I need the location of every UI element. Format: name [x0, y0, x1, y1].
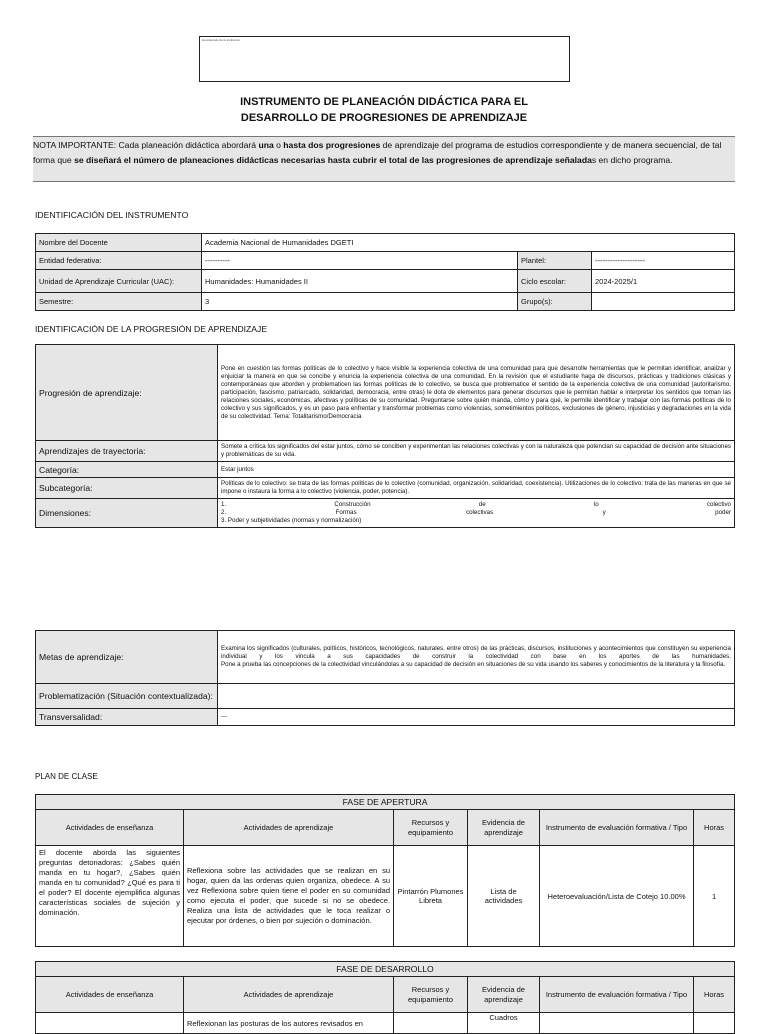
- col-instrumento-2: Instrumento de evaluación formativa / Tipo: [540, 977, 694, 1013]
- title-line-1: INSTRUMENTO DE PLANEACIÓN DIDÁCTICA PARA EL: [240, 96, 528, 108]
- apertura-table: [35, 794, 735, 947]
- note-bold-3: se diseñará el número de planeaciones didácticas necesarias hasta cubrir el total de las progresiones de aprendizaje señalada: [74, 155, 592, 165]
- note-text-1: NOTA IMPORTANTE: Cada planeación didáctica abordará: [33, 140, 259, 150]
- apertura-ensenanza: El docente aborda las siguientes preguntas detonadoras: ¿Sabes quién manda en tu hogar?, ¿Sabes quién manda en tu comunidad? ¿Qué es para ti el poder? El docente ejemplifica algunas características sociales de sujeción y dominación.: [36, 846, 184, 947]
- goals-table: [35, 630, 735, 726]
- col-ensenanza-2: Actividades de enseñanza: [36, 977, 184, 1013]
- apertura-evidencia: Lista de actividades: [468, 846, 540, 947]
- col-aprendizaje: Actividades de aprendizaje: [184, 810, 394, 846]
- col-ensenanza: Actividades de enseñanza: [36, 810, 184, 846]
- desarrollo-instrumento: [540, 1013, 694, 1034]
- ciclo-value: 2024-2025/1: [592, 270, 735, 293]
- apertura-horas: 1: [694, 846, 735, 947]
- note-bold-1: una: [258, 140, 274, 150]
- instrument-table: [35, 233, 735, 311]
- ciclo-label: Ciclo escolar:: [518, 270, 592, 293]
- docente-label: Nombre del Docente: [36, 234, 202, 252]
- dimensiones-value: [218, 499, 735, 528]
- semestre-label: Semestre:: [36, 293, 202, 311]
- semestre-value: 3: [202, 293, 518, 311]
- desarrollo-aprendizaje: Reflexionan las posturas de los autores revisados en: [184, 1013, 394, 1034]
- dimension-1: 1. Construcción de lo colectivo: [221, 501, 731, 508]
- note-text-2: o: [273, 140, 284, 150]
- important-note: [33, 136, 735, 182]
- transversalidad-label: Transversalidad:: [36, 709, 218, 726]
- dimension-2: 2. Formas colectivas y poder: [221, 509, 731, 516]
- note-text-3: de aprendizaje del programa de estudios correspondiente y de manera secuencial, de tal forma que: [33, 140, 722, 165]
- desarrollo-recursos: [394, 1013, 468, 1034]
- plantel-label: Plantel:: [518, 252, 592, 270]
- note-bold-2: hasta dos progresiones: [283, 140, 381, 150]
- uac-value: Humanidades: Humanidades II: [202, 270, 518, 293]
- title-line-2: DESARROLLO DE PROGRESIONES DE APRENDIZAJE: [240, 112, 528, 124]
- problematizacion-value[interactable]: [218, 684, 735, 709]
- section-heading-instrument: IDENTIFICACIÓN DEL INSTRUMENTO: [35, 210, 189, 220]
- col-instrumento: Instrumento de evaluación formativa / Tipo: [540, 810, 694, 846]
- col-evidencia-2: Evidencia de aprendizaje: [468, 977, 540, 1013]
- grupo-value: [592, 293, 735, 311]
- dimensiones-label: Dimensiones:: [36, 499, 218, 528]
- apertura-instrumento: Heteroevaluación/Lista de Cotejo 10.00%: [540, 846, 694, 947]
- progression-table: [35, 344, 735, 528]
- note-text-4: s en dicho programa.: [591, 155, 673, 165]
- apertura-recursos: Pintarrón Plumones Libreta: [394, 846, 468, 947]
- docente-value: Academia Nacional de Humanidades DGETI: [202, 234, 735, 252]
- metas-label: Metas de aprendizaje:: [36, 631, 218, 684]
- col-evidencia: Evidencia de aprendizaje: [468, 810, 540, 846]
- col-horas-2: Horas: [694, 977, 735, 1013]
- section-heading-plan: PLAN DE CLASE: [35, 772, 98, 781]
- desarrollo-table: [35, 961, 735, 1034]
- desarrollo-ensenanza: [36, 1013, 184, 1034]
- dimension-3: 3. Poder y subjetividades (normas y normalización): [221, 517, 362, 524]
- progresion-label: Progresión de aprendizaje:: [36, 345, 218, 441]
- logo-placeholder-text: Encabezado de la institución: [202, 38, 241, 42]
- apertura-aprendizaje: Reflexiona sobre las actividades que se realizan en su hogar, quien da las ordenas quien organiza, obedece. A su vez Reflexiona sobre quien tiene el poder en su comunidad como ejecuta el poder, que sucede si no se obedece. Realiza una lista de actividades que le toca realizar o ejecutar por órdenes, o bien por sujeción o dominación.: [184, 846, 394, 947]
- entidad-label: Entidad federativa:: [36, 252, 202, 270]
- desarrollo-horas: [694, 1013, 735, 1034]
- categoria-label: Categoría:: [36, 462, 218, 478]
- plantel-value: --------------------: [592, 252, 735, 270]
- trayectoria-value: Somete a crítica los significados del estar juntos, cómo se conciben y experimentan las relaciones colectivas y con la naturaleza que potencian su capacidad de decisión ante situaciones y problemáticas de su vida.: [218, 441, 735, 462]
- col-recursos: Recursos y equipamiento: [394, 810, 468, 846]
- document-title: [0, 94, 768, 126]
- progresion-value: Pone en cuestión las formas políticas de lo colectivo y hace visible la experiencia colectiva de una comunidad para que desarrolle herramientas que le permitan identificar, analizar y enjuiciar la manera en que se concibe y enuncia la experiencia colectiva de una comunidad. En la revisión que el estudiante haga de discursos, prácticas y tradiciones clásicas y contemporáneas que aborden y problematicen las formas políticas de lo colectivo, se busca que problematice el sentido de la experiencia colectiva de una comunidad (autoritarismo, participación, fascismo, patriarcado, solidaridad, democracia, entre otras) le dota de elementos para generar discursos que le permitan hablar e interpretar los sentidos que toman las relaciones sociales, económicas, afectivas y políticas de su comunidad. Preguntarse sobre quién manda, cómo y para qué, le permite identificar y trabajar con las formas políticas de lo colectivo y sus significados, y es un paso para enfrentar y transformar problemas como violencias, sometimientos políticos, exclusiones de género, injusticias y degradaciones en la vida de su colectividad. Tema: Totalitarismo/Democracia: [218, 345, 735, 441]
- desarrollo-phase-title: FASE DE DESARROLLO: [36, 962, 735, 977]
- apertura-phase-title: FASE DE APERTURA: [36, 795, 735, 810]
- subcategoria-value: Políticas de lo colectivo: se trata de las formas políticas de lo colectivo (comunidad, organización, solidaridad, coexistencia). Utilizaciones de lo colectivo: trata de las maneras en que se impone o instaura la forma a lo colectivo (violencia, poder, potencia).: [218, 478, 735, 499]
- trayectoria-label: Aprendizajes de trayectoria:: [36, 441, 218, 462]
- categoria-value: Estar juntos: [218, 462, 735, 478]
- subcategoria-label: Subcategoría:: [36, 478, 218, 499]
- institution-logo-box: [199, 36, 570, 82]
- col-recursos-2: Recursos y equipamiento: [394, 977, 468, 1013]
- entidad-value: ----------: [202, 252, 518, 270]
- col-horas: Horas: [694, 810, 735, 846]
- problematizacion-label: Problematización (Situación contextualizada):: [36, 684, 218, 709]
- metas-value: [218, 631, 735, 684]
- col-aprendizaje-2: Actividades de aprendizaje: [184, 977, 394, 1013]
- grupo-label: Grupo(s):: [518, 293, 592, 311]
- transversalidad-value: ---: [218, 709, 735, 726]
- desarrollo-evidencia: Cuadros: [468, 1013, 540, 1034]
- metas-paragraph-2: Pone a prueba las concepciones de la colectividad vinculándolas a su capacidad de decisión en situaciones de su vida usando los saberes y conocimientos de la literatura y la filosofía.: [221, 661, 726, 668]
- section-heading-progression: IDENTIFICACIÓN DE LA PROGRESIÓN DE APRENDIZAJE: [35, 324, 268, 334]
- metas-paragraph-1: Examina los significados (culturales, políticos, históricos, tecnológicos, naturales, entre otros) de las prácticas, discursos, instituciones y acontecimientos que constituyen su experiencia individual y los vincula a sus capacidades de construir la colectividad con base en los aportes de las humanidades.: [221, 645, 731, 660]
- uac-label: Unidad de Aprendizaje Curricular (UAC):: [36, 270, 202, 293]
